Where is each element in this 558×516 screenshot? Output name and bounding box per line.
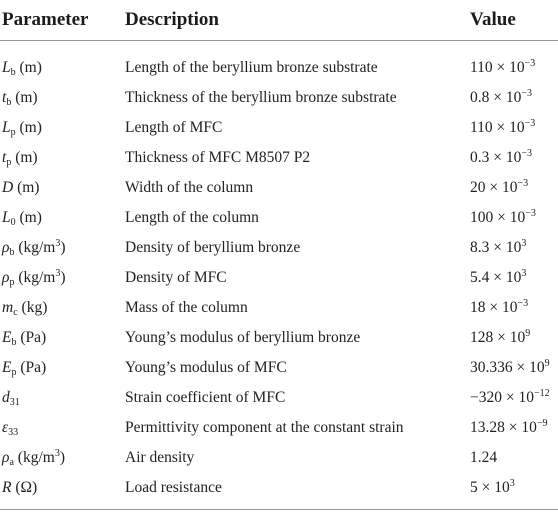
value-exponent: 9 xyxy=(525,328,531,339)
parameter-unit: (Pa) xyxy=(16,359,47,376)
parameter-cell xyxy=(0,413,123,443)
value-exponent: −3 xyxy=(521,88,533,99)
parameter-cell xyxy=(0,263,123,293)
parameter-unit-exponent: 3 xyxy=(55,268,61,279)
parameter-unit-close: ) xyxy=(60,239,66,256)
parameter-cell xyxy=(0,41,123,84)
parameter-symbol: t xyxy=(2,89,7,106)
parameter-subscript: p xyxy=(6,157,12,168)
value-cell xyxy=(468,353,558,383)
parameter-cell xyxy=(0,233,123,263)
parameter-cell xyxy=(0,143,123,173)
value-cell xyxy=(468,203,558,233)
parameter-cell xyxy=(0,383,123,413)
value-exponent: −3 xyxy=(521,148,533,159)
parameter-subscript: 0 xyxy=(10,217,16,228)
value-exponent: −3 xyxy=(524,58,536,69)
parameter-subscript: b xyxy=(10,67,16,78)
table-row xyxy=(0,413,558,443)
parameter-subscript: b xyxy=(6,97,12,108)
description-cell: Thickness of MFC M8507 P2 xyxy=(125,149,311,166)
parameter-cell xyxy=(0,443,123,473)
value-base: 128 × 10 xyxy=(470,329,526,346)
value-cell xyxy=(468,323,558,353)
description-cell: Length of the beryllium bronze substrate xyxy=(125,59,378,76)
description-cell: Permittivity component at the constant strain xyxy=(125,419,404,436)
value-base: 8.3 × 10 xyxy=(470,239,522,256)
parameter-cell xyxy=(0,473,123,503)
table-row xyxy=(0,203,558,233)
value-exponent: −3 xyxy=(525,208,536,219)
parameter-subscript: 33 xyxy=(8,427,19,438)
parameter-unit: (Pa) xyxy=(16,329,47,346)
parameter-unit: (Ω) xyxy=(11,479,38,496)
value-base: 0.8 × 10 xyxy=(470,89,522,106)
value-cell xyxy=(468,41,558,84)
table-row xyxy=(0,143,558,173)
value-cell xyxy=(468,233,558,263)
parameter-unit-close: ) xyxy=(59,449,65,466)
parameter-symbol: D xyxy=(2,179,14,196)
value-exponent: −9 xyxy=(536,418,548,429)
description-cell: Load resistance xyxy=(125,479,222,496)
description-cell: Air density xyxy=(125,449,195,466)
value-base: 0.3 × 10 xyxy=(470,149,522,166)
parameter-subscript: c xyxy=(13,307,18,318)
parameter-cell xyxy=(0,83,123,113)
table-row xyxy=(0,263,558,293)
value-base: 30.336 × 10 xyxy=(470,359,545,376)
parameter-subscript: 31 xyxy=(9,397,20,408)
parameter-symbol: E xyxy=(2,359,12,376)
description-cell: Young’s modulus of MFC xyxy=(125,359,287,376)
table-row xyxy=(0,323,558,353)
parameter-symbol: R xyxy=(2,479,12,496)
table-row xyxy=(0,41,558,84)
parameter-cell xyxy=(0,353,123,383)
table-body xyxy=(0,41,558,504)
parameter-unit-exponent: 3 xyxy=(55,238,61,249)
value-base: 1.24 xyxy=(470,449,498,466)
description-cell: Length of the column xyxy=(125,209,259,226)
table-header xyxy=(0,0,558,41)
parameter-symbol: ε xyxy=(2,419,9,436)
parameter-subscript: p xyxy=(11,367,17,378)
value-cell xyxy=(468,443,558,473)
header-value: Value xyxy=(468,0,558,41)
parameter-unit: (kg/m xyxy=(13,449,55,466)
value-base: 100 × 10 xyxy=(470,209,526,226)
table-row xyxy=(0,113,558,143)
table-row xyxy=(0,233,558,263)
parameter-symbol: t xyxy=(2,149,7,166)
description-cell: Density of MFC xyxy=(125,269,227,286)
value-base: 18 × 10 xyxy=(470,299,518,316)
value-cell xyxy=(468,473,558,503)
value-cell xyxy=(468,143,558,173)
parameter-subscript: a xyxy=(9,457,14,468)
parameter-subscript: b xyxy=(11,337,17,348)
parameter-unit: (m) xyxy=(13,179,40,196)
value-cell xyxy=(468,173,558,203)
parameter-unit: (m) xyxy=(11,149,38,166)
parameter-subscript: p xyxy=(9,277,15,288)
value-cell xyxy=(468,383,558,413)
parameter-subscript: p xyxy=(10,127,16,138)
table-row xyxy=(0,443,558,473)
value-base: 13.28 × 10 xyxy=(470,419,537,436)
value-exponent: −3 xyxy=(517,178,529,189)
parameter-cell xyxy=(0,293,123,323)
description-cell: Thickness of the beryllium bronze substrate xyxy=(125,89,397,106)
value-exponent: −3 xyxy=(517,298,529,309)
parameter-unit: (kg/m xyxy=(14,269,56,286)
parameter-unit-close: ) xyxy=(60,269,66,286)
parameter-symbol: ρ xyxy=(2,269,10,286)
value-exponent: 3 xyxy=(509,478,515,489)
table-row xyxy=(0,353,558,383)
value-cell xyxy=(468,263,558,293)
parameter-unit: (kg/m xyxy=(14,239,56,256)
value-exponent: 3 xyxy=(521,238,527,249)
parameter-symbol: E xyxy=(2,329,12,346)
value-base: 20 × 10 xyxy=(470,179,518,196)
description-cell: Length of MFC xyxy=(125,119,223,136)
value-base: 5 × 10 xyxy=(470,479,510,496)
parameter-symbol: m xyxy=(2,299,14,316)
header-description: Description xyxy=(123,0,468,41)
header-parameter: Parameter xyxy=(0,0,123,41)
description-cell: Width of the column xyxy=(125,179,254,196)
value-base: −320 × 10 xyxy=(470,389,534,406)
value-exponent: 9 xyxy=(544,358,550,369)
parameter-symbol: L xyxy=(2,209,11,226)
description-cell: Density of beryllium bronze xyxy=(125,239,301,256)
table-row xyxy=(0,293,558,323)
value-base: 5.4 × 10 xyxy=(470,269,522,286)
value-base: 110 × 10 xyxy=(470,59,525,76)
description-cell: Strain coefficient of MFC xyxy=(125,389,286,406)
table-row xyxy=(0,83,558,113)
header-row xyxy=(0,0,558,41)
parameter-unit-exponent: 3 xyxy=(54,448,60,459)
parameter-subscript: b xyxy=(9,247,15,258)
value-cell xyxy=(468,83,558,113)
parameter-cell xyxy=(0,113,123,143)
parameter-unit: (m) xyxy=(15,119,42,136)
parameter-unit: (m) xyxy=(11,89,38,106)
table-row xyxy=(0,473,558,503)
description-cell: Mass of the column xyxy=(125,299,248,316)
value-cell xyxy=(468,413,558,443)
parameter-symbol: ρ xyxy=(2,449,10,466)
value-exponent: −12 xyxy=(533,388,550,399)
description-cell: Young’s modulus of beryllium bronze xyxy=(125,329,361,346)
parameter-cell xyxy=(0,323,123,353)
parameter-cell xyxy=(0,203,123,233)
table-row xyxy=(0,383,558,413)
parameter-symbol: ρ xyxy=(2,239,10,256)
value-cell xyxy=(468,113,558,143)
parameter-symbol: L xyxy=(2,59,11,76)
value-exponent: −3 xyxy=(524,118,536,129)
parameter-unit: (kg) xyxy=(17,299,48,316)
value-exponent: 3 xyxy=(521,268,527,279)
parameter-symbol: d xyxy=(2,389,10,406)
parameter-cell xyxy=(0,173,123,203)
parameter-symbol: L xyxy=(2,119,11,136)
value-base: 110 × 10 xyxy=(470,119,525,136)
parameter-unit: (m) xyxy=(15,59,42,76)
value-cell xyxy=(468,293,558,323)
parameter-unit: (m) xyxy=(15,209,42,226)
table-bottom-rule xyxy=(0,509,558,510)
table-row xyxy=(0,173,558,203)
